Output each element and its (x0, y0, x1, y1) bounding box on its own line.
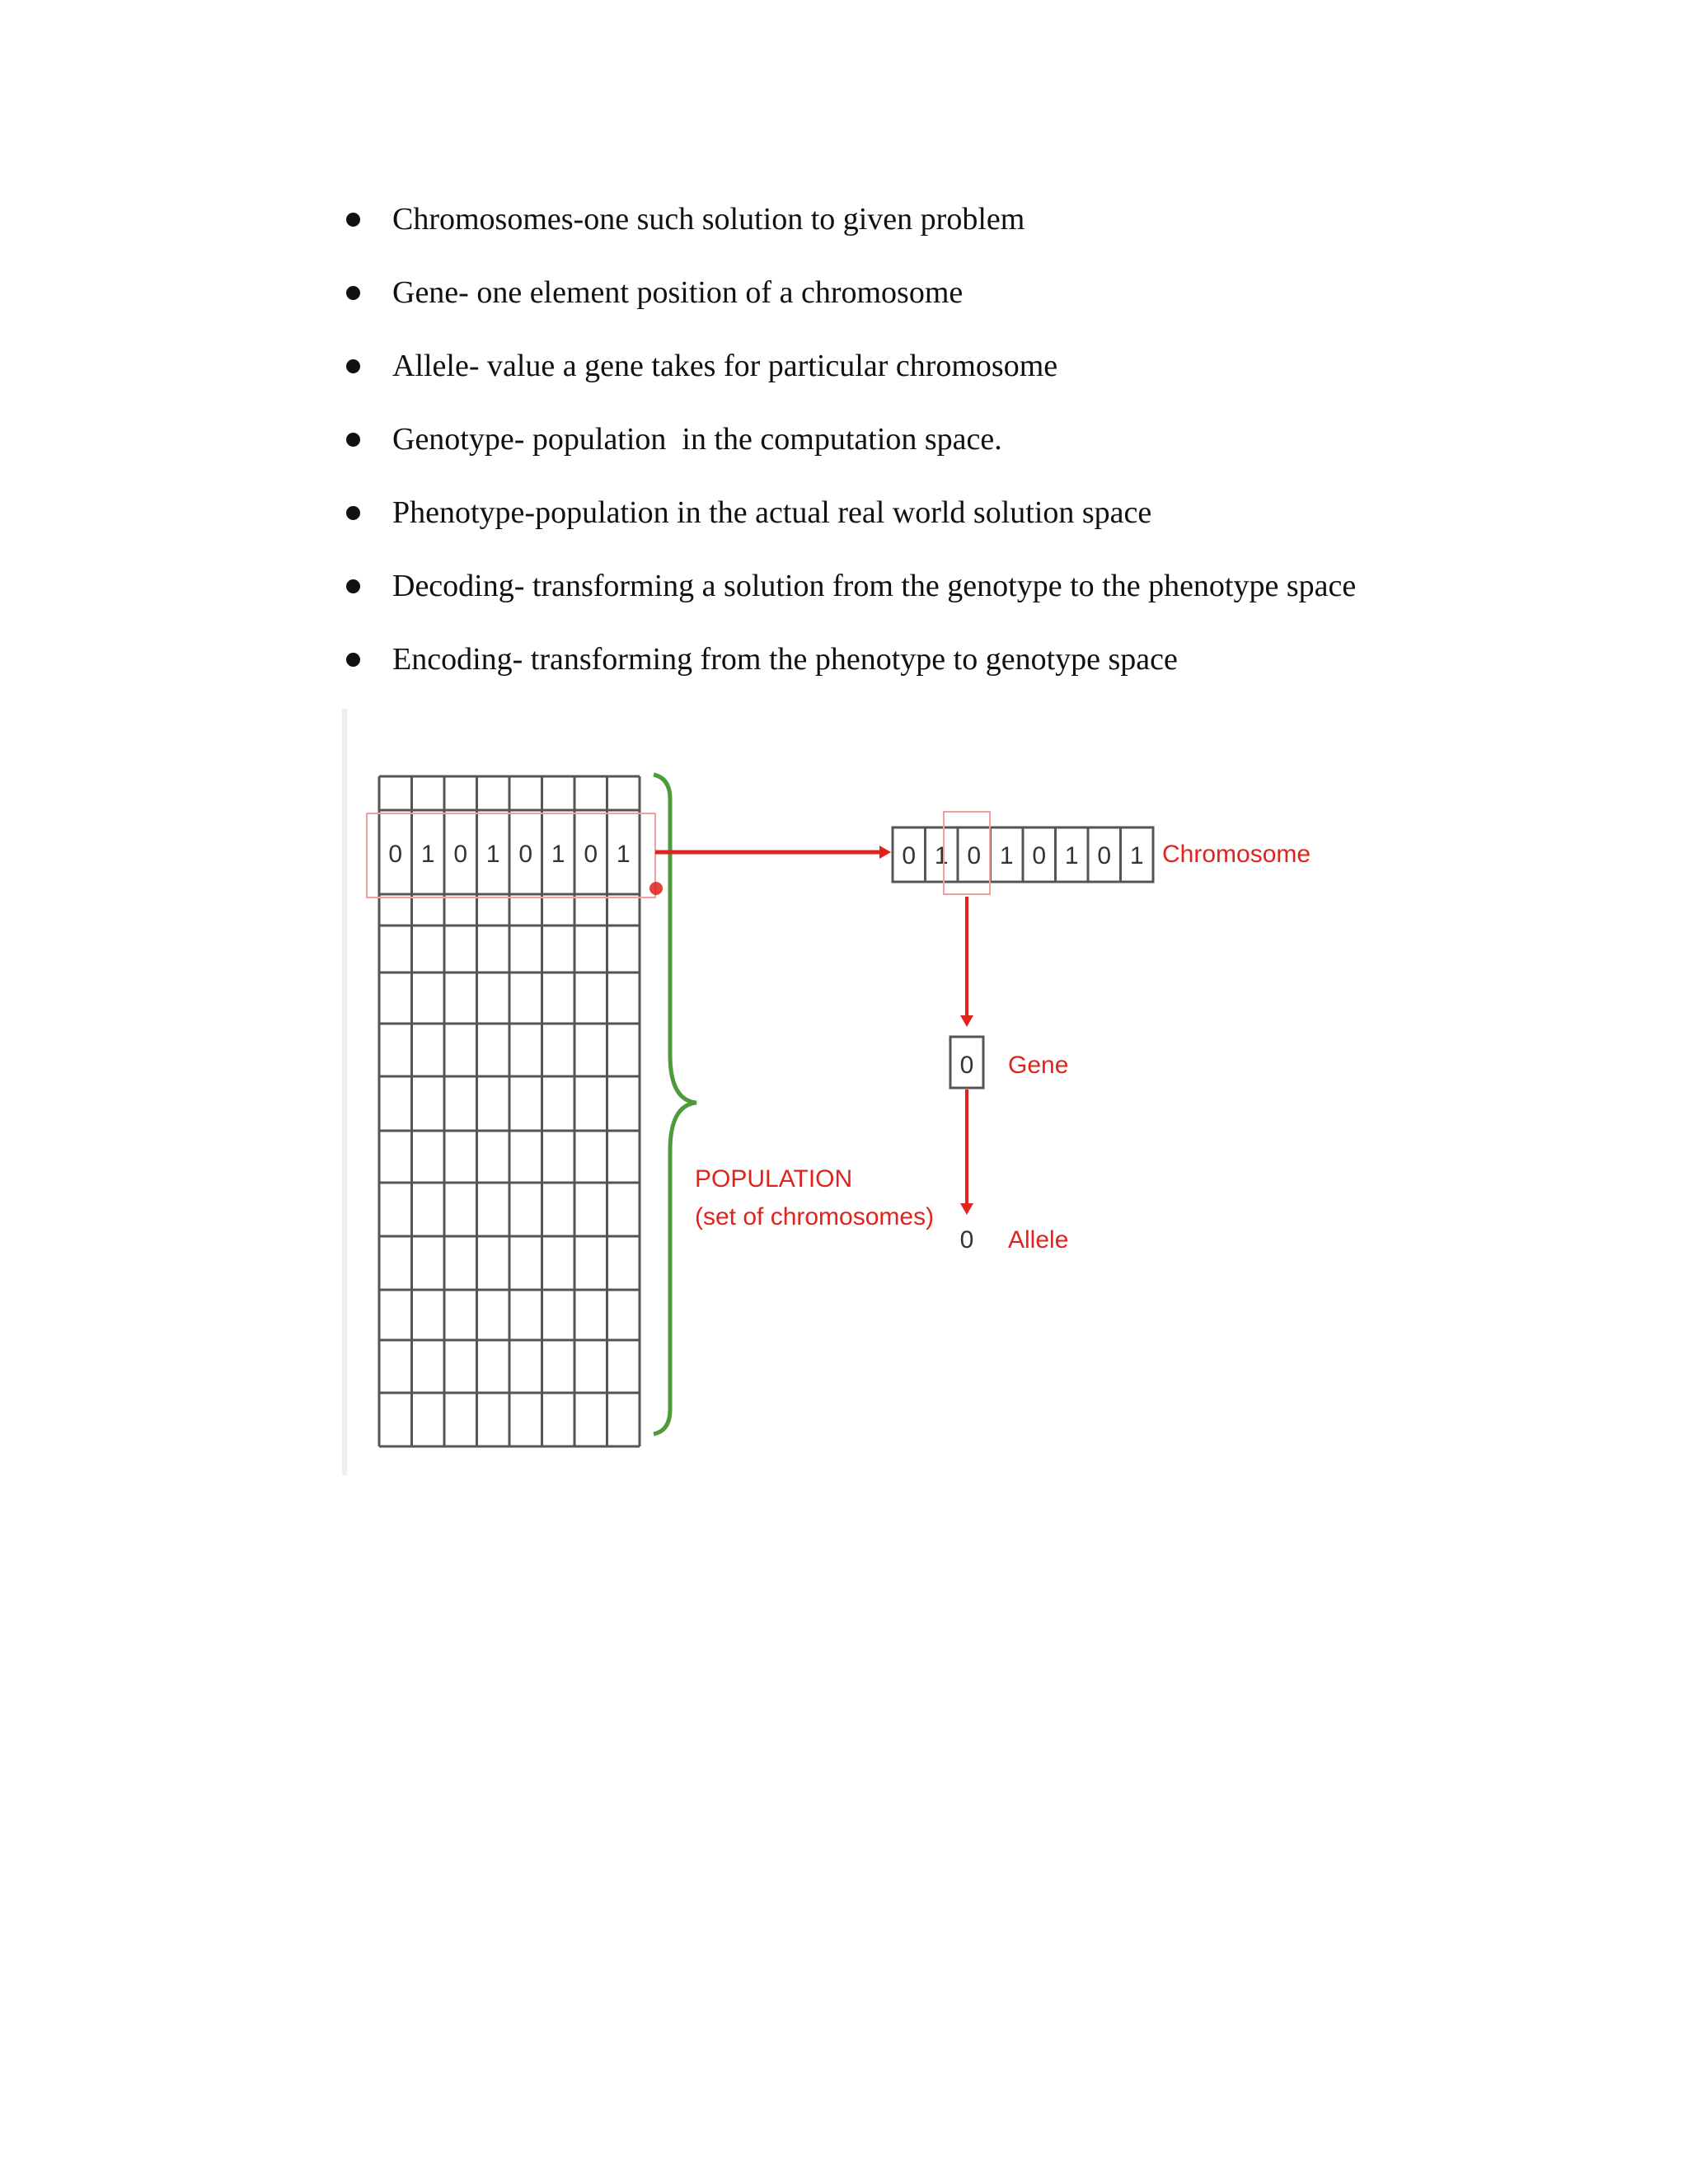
chromosome-arrowhead (879, 846, 891, 859)
list-item (0, 561, 1688, 611)
population-bit: 0 (584, 841, 598, 868)
figure-left-edge (342, 709, 347, 1475)
population-bit: 0 (453, 841, 468, 868)
bullet-icon (346, 213, 360, 227)
population-sublabel: (set of chromosomes) (695, 1203, 935, 1230)
bullet-icon (346, 359, 360, 373)
list-item (0, 194, 1688, 244)
chromosome-bit: 1 (934, 842, 949, 869)
gene-arrowhead (960, 1015, 973, 1027)
list-item (0, 488, 1688, 537)
definition-phenotype: Phenotype-population in the actual real world solution space (392, 495, 1152, 530)
chromosome-bit: 1 (1129, 842, 1144, 869)
bullet-icon (346, 506, 360, 520)
population-bit: 1 (551, 841, 565, 868)
allele-value: 0 (959, 1226, 974, 1254)
population-label: POPULATION (695, 1165, 853, 1193)
population-grid (379, 776, 640, 1446)
population-bit: 1 (616, 841, 631, 868)
list-item (0, 341, 1688, 391)
list-item (0, 415, 1688, 464)
chromosome-bit: 0 (1097, 842, 1112, 869)
definition-decoding: Decoding- transforming a solution from the genotype to the phenotype space (392, 569, 1357, 603)
definition-gene: Gene- one element position of a chromosome (392, 275, 964, 310)
chromosome-bit: 0 (967, 842, 982, 869)
bullet-icon (346, 433, 360, 447)
bullet-icon (346, 653, 360, 667)
bullet-icon (346, 579, 360, 593)
chromosome-bit: 1 (999, 842, 1014, 869)
list-item (0, 635, 1688, 684)
population-bit: 0 (518, 841, 533, 868)
chromosome-bit: 1 (1064, 842, 1079, 869)
chromosome-bit: 0 (1032, 842, 1047, 869)
chromosome-cells (893, 827, 1153, 882)
selection-dot (649, 882, 663, 895)
chromosome-bit: 0 (902, 842, 917, 869)
selected-chromosome-highlight (367, 813, 655, 898)
definition-chromosomes: Chromosomes-one such solution to given problem (392, 202, 1025, 237)
population-bracket (654, 775, 696, 1434)
gene-value: 0 (959, 1052, 974, 1079)
list-item (0, 268, 1688, 317)
definition-allele: Allele- value a gene takes for particular chromosome (392, 349, 1058, 383)
gene-label: Gene (1008, 1052, 1069, 1079)
allele-label: Allele (1008, 1226, 1069, 1254)
definition-genotype: Genotype- population in the computation space. (392, 422, 1002, 457)
population-bit: 1 (485, 841, 500, 868)
population-bit: 1 (420, 841, 435, 868)
allele-arrowhead (960, 1203, 973, 1215)
population-diagram (342, 709, 1311, 1475)
definition-encoding: Encoding- transforming from the phenotype to genotype space (392, 642, 1178, 677)
population-bit: 0 (388, 841, 403, 868)
chromosome-label: Chromosome (1162, 841, 1311, 868)
bullet-icon (346, 286, 360, 300)
population-diagram-svg (342, 709, 1311, 1475)
